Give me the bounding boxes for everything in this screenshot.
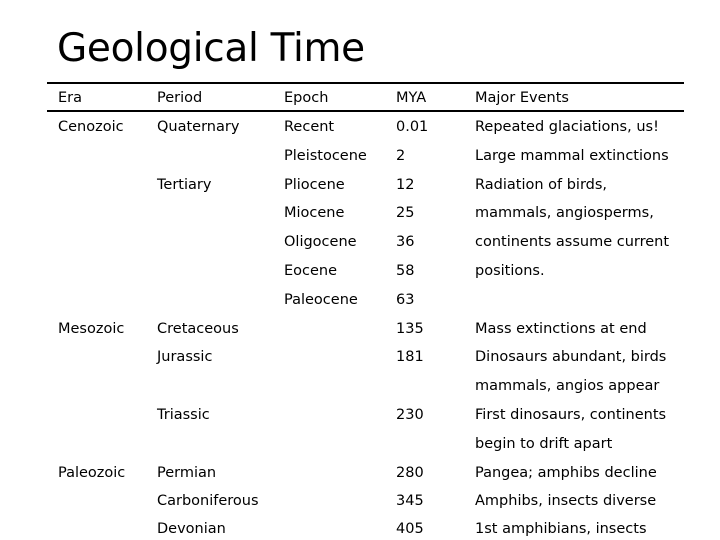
cell-epoch: Eocene: [284, 263, 338, 279]
cell-events: Amphibs, insects diverse: [475, 493, 657, 509]
cell-mya: 181: [396, 349, 424, 365]
cell-era: Mesozoic: [58, 321, 125, 337]
cell-mya: 135: [396, 321, 424, 337]
cell-epoch: Miocene: [284, 205, 345, 221]
cell-events: begin to drift apart: [475, 436, 613, 452]
cell-epoch: Pleistocene: [284, 148, 367, 164]
cell-period: Quaternary: [157, 119, 240, 135]
cell-events: Large mammal extinctions: [475, 148, 669, 164]
cell-mya: 12: [396, 177, 415, 193]
cell-mya: 280: [396, 465, 424, 481]
cell-events: Dinosaurs abundant, birds: [475, 349, 667, 365]
cell-mya: 345: [396, 493, 424, 509]
cell-events: mammals, angiosperms,: [475, 205, 654, 221]
cell-events: Pangea; amphibs decline: [475, 465, 657, 481]
cell-era: Paleozoic: [58, 465, 126, 481]
cell-mya: 36: [396, 234, 415, 250]
cell-mya: 405: [396, 521, 424, 537]
cell-mya: 63: [396, 292, 415, 308]
header-mya: MYA: [396, 90, 427, 106]
cell-epoch: Recent: [284, 119, 335, 135]
cell-mya: 25: [396, 205, 415, 221]
slide-title: Geological Time: [57, 26, 365, 71]
header-epoch: Epoch: [284, 90, 329, 106]
cell-period: Devonian: [157, 521, 226, 537]
cell-events: Repeated glaciations, us!: [475, 119, 659, 135]
cell-events: continents assume current: [475, 234, 670, 250]
cell-period: Carboniferous: [157, 493, 259, 509]
cell-period: Cretaceous: [157, 321, 239, 337]
cell-period: Permian: [157, 465, 217, 481]
cell-era: Cenozoic: [58, 119, 124, 135]
cell-mya: 0.01: [396, 119, 429, 135]
cell-events: 1st amphibians, insects: [475, 521, 647, 537]
cell-events: mammals, angios appear: [475, 378, 660, 394]
cell-epoch: Oligocene: [284, 234, 357, 250]
cell-events: Radiation of birds,: [475, 177, 608, 193]
header-period: Period: [157, 90, 203, 106]
cell-epoch: Pliocene: [284, 177, 345, 193]
cell-period: Jurassic: [157, 349, 213, 365]
cell-events: First dinosaurs, continents: [475, 407, 667, 423]
cell-mya: 230: [396, 407, 424, 423]
cell-mya: 58: [396, 263, 415, 279]
cell-mya: 2: [396, 148, 406, 164]
header-era: Era: [58, 90, 83, 106]
cell-events: positions.: [475, 263, 545, 279]
cell-events: Mass extinctions at end: [475, 321, 647, 337]
table-top-rule: [47, 82, 684, 84]
cell-period: Triassic: [157, 407, 210, 423]
table-header-rule: [47, 110, 684, 112]
header-major-events: Major Events: [475, 90, 569, 106]
cell-epoch: Paleocene: [284, 292, 358, 308]
cell-period: Tertiary: [157, 177, 212, 193]
